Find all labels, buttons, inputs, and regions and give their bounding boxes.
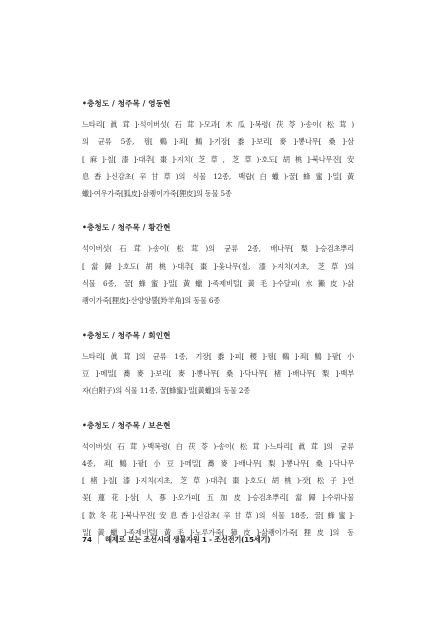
section-body — [82, 116, 354, 202]
body-line: 豆]·메밀[蕎麥]·보리[麥]·뽕나무[桑]·닥나무[楮]·배나무[梨]·백부 — [82, 368, 354, 378]
body-line: 식물 6종, 꿀[蜂蜜]·밀[黃蠟]·족제비털[黃毛]·수달피(水獺皮)·삵 — [82, 279, 354, 289]
body-line: [麻]·칠[漆]·대추[棗]·지치(芝草, 芝草)·호도[胡桃]·북나무진[安 — [82, 154, 354, 164]
section-heading: •충청도 / 청주목 / 영동현 — [82, 99, 171, 108]
body-line: [款冬花]·북나무진[安息香]·신감초(辛甘草)의 식물 18종, 꿀[蜂蜜]· — [82, 510, 354, 520]
section-body — [82, 348, 354, 400]
footer-separator: | — [97, 535, 100, 544]
page-number: 74 — [82, 535, 93, 544]
body-line: 꽃[蓮花]·삼[人蔘]·오가피[五加皮]·승검초뿌리[當歸]·수뤼나물 — [82, 493, 354, 503]
body-line: 蠟]·여우가죽[狐皮]·삵쾡이가죽[狸皮]의 동물 5종 — [82, 189, 232, 199]
region-section — [82, 98, 354, 202]
region-section — [82, 222, 354, 309]
section-body — [82, 438, 354, 542]
section-heading: •충청도 / 청주목 / 황간현 — [82, 223, 171, 233]
body-line: 4종, 죄[鷦]·팥[小豆]·메밀[蕎麥]·배나무[梨]·뽕나무[桑]·닥나무 — [82, 458, 354, 468]
body-line: 쾡이가죽[狸皮]·산양양뿔[羚羊角]의 동물 6종 — [82, 296, 221, 306]
page-content — [82, 98, 354, 561]
section-body — [82, 240, 354, 309]
book-title: 해제로 보는 조선시대 생물자원 1 - 조선전기(15세기) — [105, 535, 271, 544]
body-line: 자(白附子)의 식물 11종, 꿀[蜂蜜]·밀[黃蠟]의 동물 2종 — [82, 386, 251, 396]
body-line: 느타리[眞茸]·석이버섯(石茸)·모과[木瓜]·복령(茯苓)·송이(松茸) — [82, 120, 354, 129]
body-line: [當歸]·호도(胡桃)·대추[棗]·옻나무(칠, 漆)·지치(지초, 芝草)의 — [82, 261, 354, 271]
section-heading: •충청도 / 청주목 / 보은현 — [82, 420, 171, 430]
region-section — [82, 330, 354, 400]
page-footer — [82, 534, 354, 546]
body-line: [楮]·칠[漆]·지치(지초, 芝草)·대추[棗]·호도(胡桃)·잣[松子]·연 — [82, 476, 354, 486]
body-line: 느타리[眞茸]의 균류 1종, 기장[黍]·피[稷]·꿩[鷄]·죄[鷦]·팥[小 — [82, 351, 354, 361]
section-heading: •충청도 / 청주목 / 회인현 — [82, 330, 171, 340]
body-line: 석이버섯(石茸)·백복령(白茯苓)·송이(松茸)·느타리[眞茸]의 균류 — [82, 441, 354, 451]
region-section — [82, 420, 354, 542]
body-line: 밀[黃蠟]·족제비털[黃毛]·노루가죽[獐皮]·삵쾡이가죽[狸皮]의 동 — [82, 528, 354, 538]
body-line: 息香]·신감초(辛甘草)의 식물 12종, 백랍(白蠟)·꿀[蜂蜜]·밀[黃 — [82, 171, 354, 181]
body-line: 석이버섯(石茸)·송이(松茸)의 균류 2종, 배나무[梨]·승검초뿌리 — [82, 244, 354, 254]
body-line: 의 균류 5종, 꿩[鷄]·죄[鷦]·기장[黍]·보리[麥]·뽕나무[桑]·삼 — [82, 137, 354, 147]
